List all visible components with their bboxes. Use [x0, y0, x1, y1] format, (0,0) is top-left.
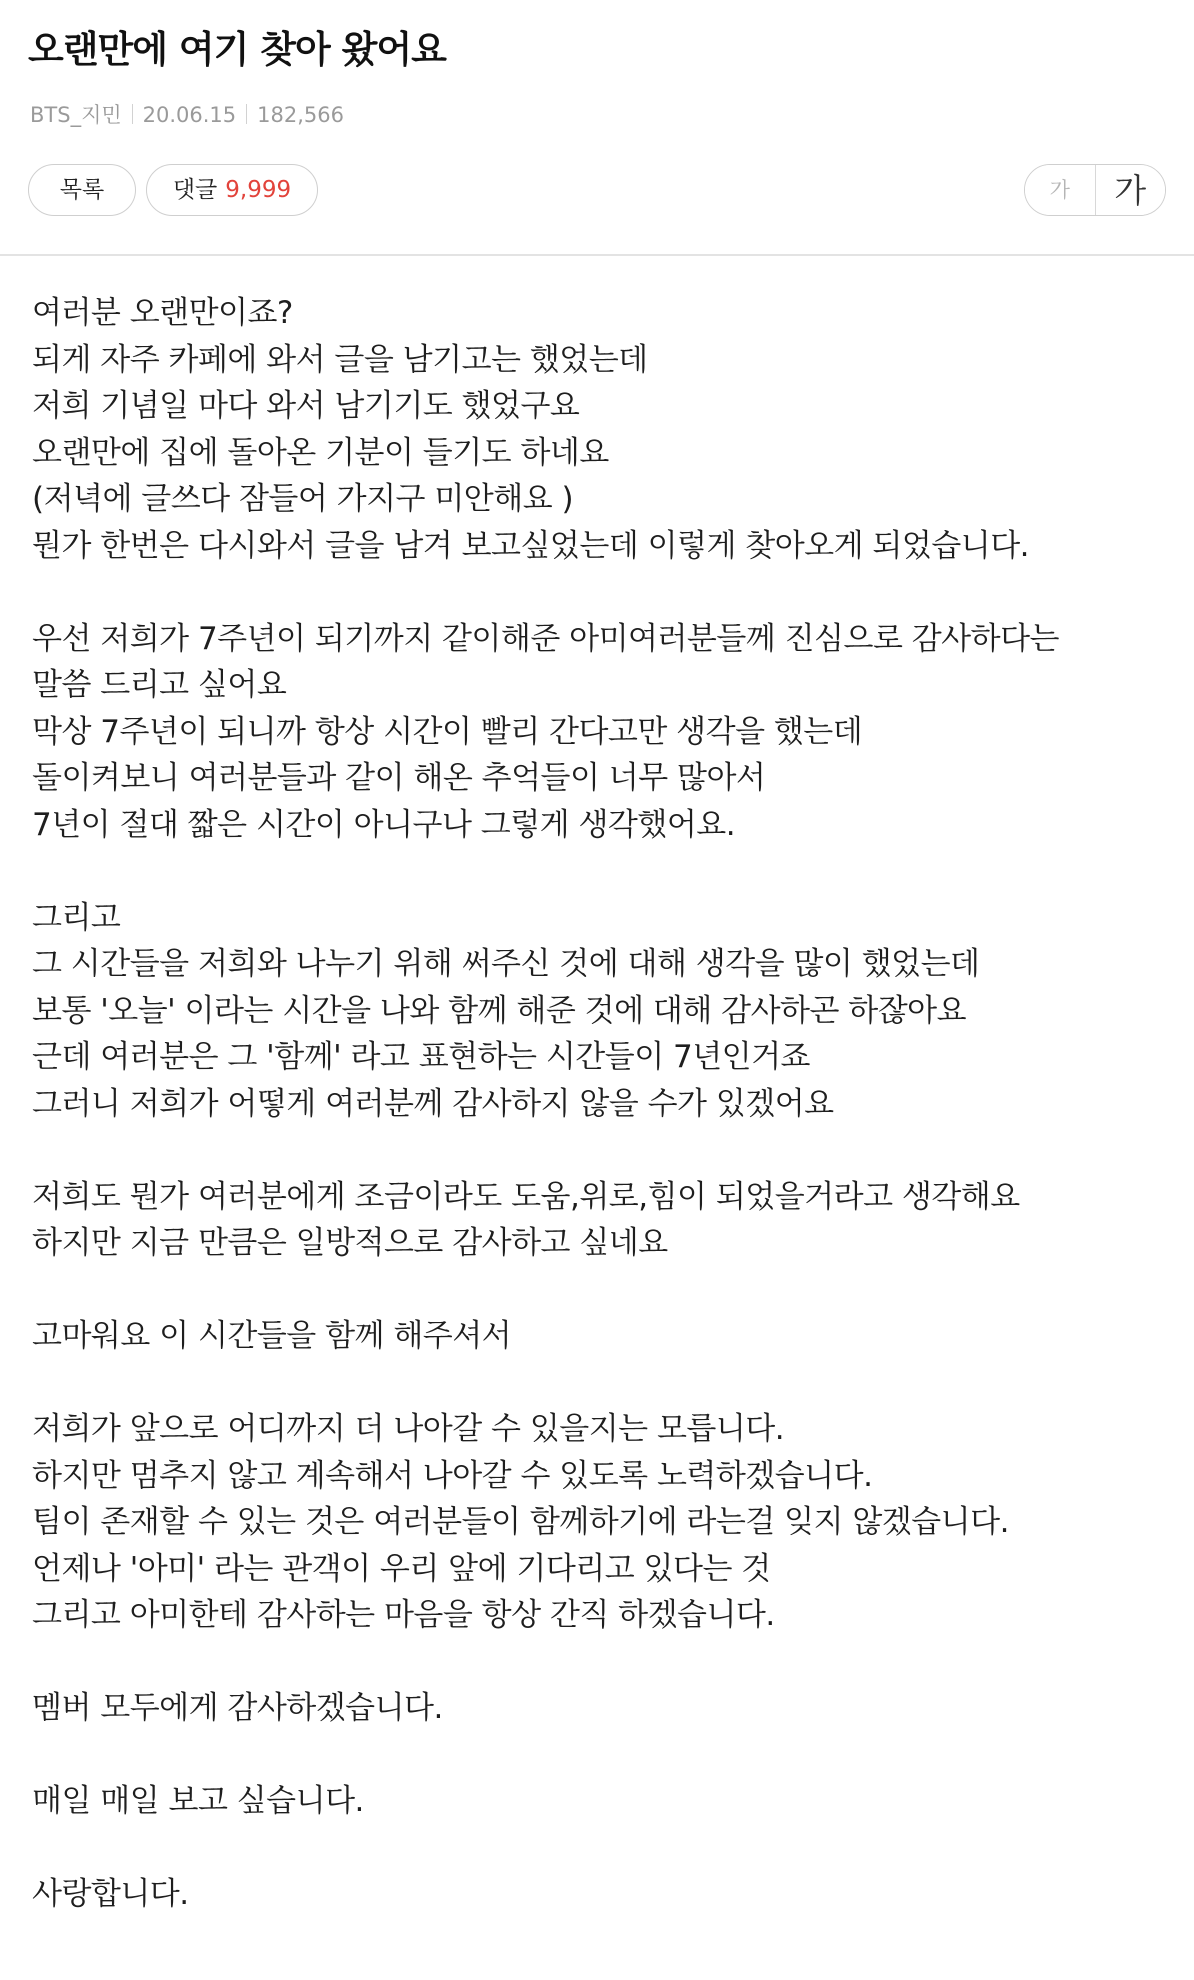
body-line: 말씀 드리고 싶어요	[32, 667, 287, 703]
font-size-toggle	[1024, 164, 1166, 216]
comments-button[interactable]	[146, 164, 318, 216]
body-paragraph	[32, 616, 1172, 849]
body-paragraph	[32, 1685, 1172, 1732]
body-line: 그 시간들을 저희와 나누기 위해 써주신 것에 대해 생각을 많이 했었는데	[32, 946, 980, 982]
body-line: 팀이 존재할 수 있는 것은 여러분들이 함께하기에 라는걸 잊지 않겠습니다.	[32, 1504, 1009, 1540]
view-count: 182,566	[257, 103, 344, 127]
body-line: 하지만 멈추지 않고 계속해서 나아갈 수 있도록 노력하겠습니다.	[32, 1457, 873, 1494]
post-date: 20.06.15	[142, 103, 237, 127]
body-line: 멤버 모두에게 감사하겠습니다.	[32, 1690, 443, 1726]
body-line: 오랜만에 집에 돌아온 기분이 들기도 하네요	[32, 434, 609, 471]
body-line: 그러니 저희가 어떻게 여러분께 감사하지 않을 수가 있겠어요	[32, 1085, 834, 1122]
body-paragraph	[32, 1174, 1172, 1267]
body-line: 뭔가 한번은 다시와서 글을 남겨 보고싶었는데 이렇게 찾아오게 되었습니다.	[32, 527, 1030, 564]
body-paragraph	[32, 1778, 1172, 1825]
body-line: 그리고 아미한테 감사하는 마음을 항상 간직 하겠습니다.	[32, 1597, 775, 1633]
author-name[interactable]: BTS_지민	[30, 103, 122, 127]
post-title: 오랜만에 여기 찾아 왔어요	[28, 28, 446, 71]
body-line: (저녁에 글쓰다 잠들어 가지구 미안해요 )	[32, 481, 574, 517]
meta-divider	[246, 104, 247, 124]
body-line: 하지만 지금 만큼은 일방적으로 감사하고 싶네요	[32, 1225, 668, 1261]
meta-divider	[132, 104, 133, 124]
body-line: 저희가 앞으로 어디까지 더 나아갈 수 있을지는 모릅니다.	[32, 1411, 785, 1447]
body-line: 저희도 뭔가 여러분에게 조금이라도 도움,위로,힘이 되었을거라고 생각해요	[32, 1178, 1020, 1215]
list-button-label: 목록	[59, 176, 105, 203]
body-paragraph	[32, 1871, 1172, 1918]
body-line: 돌이켜보니 여러분들과 같이 해온 추억들이 너무 많아서	[32, 760, 766, 796]
post-meta	[30, 100, 344, 130]
body-line: 사랑합니다.	[32, 1876, 189, 1912]
font-size-large-button[interactable]: 가	[1096, 165, 1166, 215]
post-body	[32, 290, 1172, 1964]
comments-button-label: 댓글	[172, 176, 218, 203]
font-size-small-button[interactable]: 가	[1025, 165, 1096, 215]
body-line: 언제나 '아미' 라는 관객이 우리 앞에 기다리고 있다는 것	[32, 1550, 771, 1587]
body-line: 저희 기념일 마다 와서 남기기도 했었구요	[32, 388, 580, 424]
body-paragraph	[32, 895, 1172, 1128]
body-line: 매일 매일 보고 싶습니다.	[32, 1783, 364, 1819]
body-paragraph	[32, 1313, 1172, 1360]
body-paragraph	[32, 290, 1172, 569]
body-line: 우선 저희가 7주년이 되기까지 같이해준 아미여러분들께 진심으로 감사하다는	[32, 620, 1059, 657]
body-line: 되게 자주 카페에 와서 글을 남기고는 했었는데	[32, 341, 648, 378]
body-line: 보통 '오늘' 이라는 시간을 나와 함께 해준 것에 대해 감사하곤 하잖아요	[32, 992, 967, 1029]
body-line: 고마워요 이 시간들을 함께 해주셔서	[32, 1318, 512, 1354]
post-header	[0, 0, 1194, 256]
body-line: 7년이 절대 짧은 시간이 아니구나 그렇게 생각했어요.	[32, 806, 736, 843]
body-paragraph	[32, 1406, 1172, 1639]
body-line: 그리고	[32, 899, 121, 936]
comments-count: 9,999	[225, 176, 292, 203]
body-line: 막상 7주년이 되니까 항상 시간이 빨리 간다고만 생각을 했는데	[32, 713, 863, 750]
list-button[interactable]	[28, 164, 136, 216]
body-line: 근데 여러분은 그 '함께' 라고 표현하는 시간들이 7년인거죠	[32, 1039, 811, 1075]
body-line: 여러분 오랜만이죠?	[32, 295, 293, 331]
